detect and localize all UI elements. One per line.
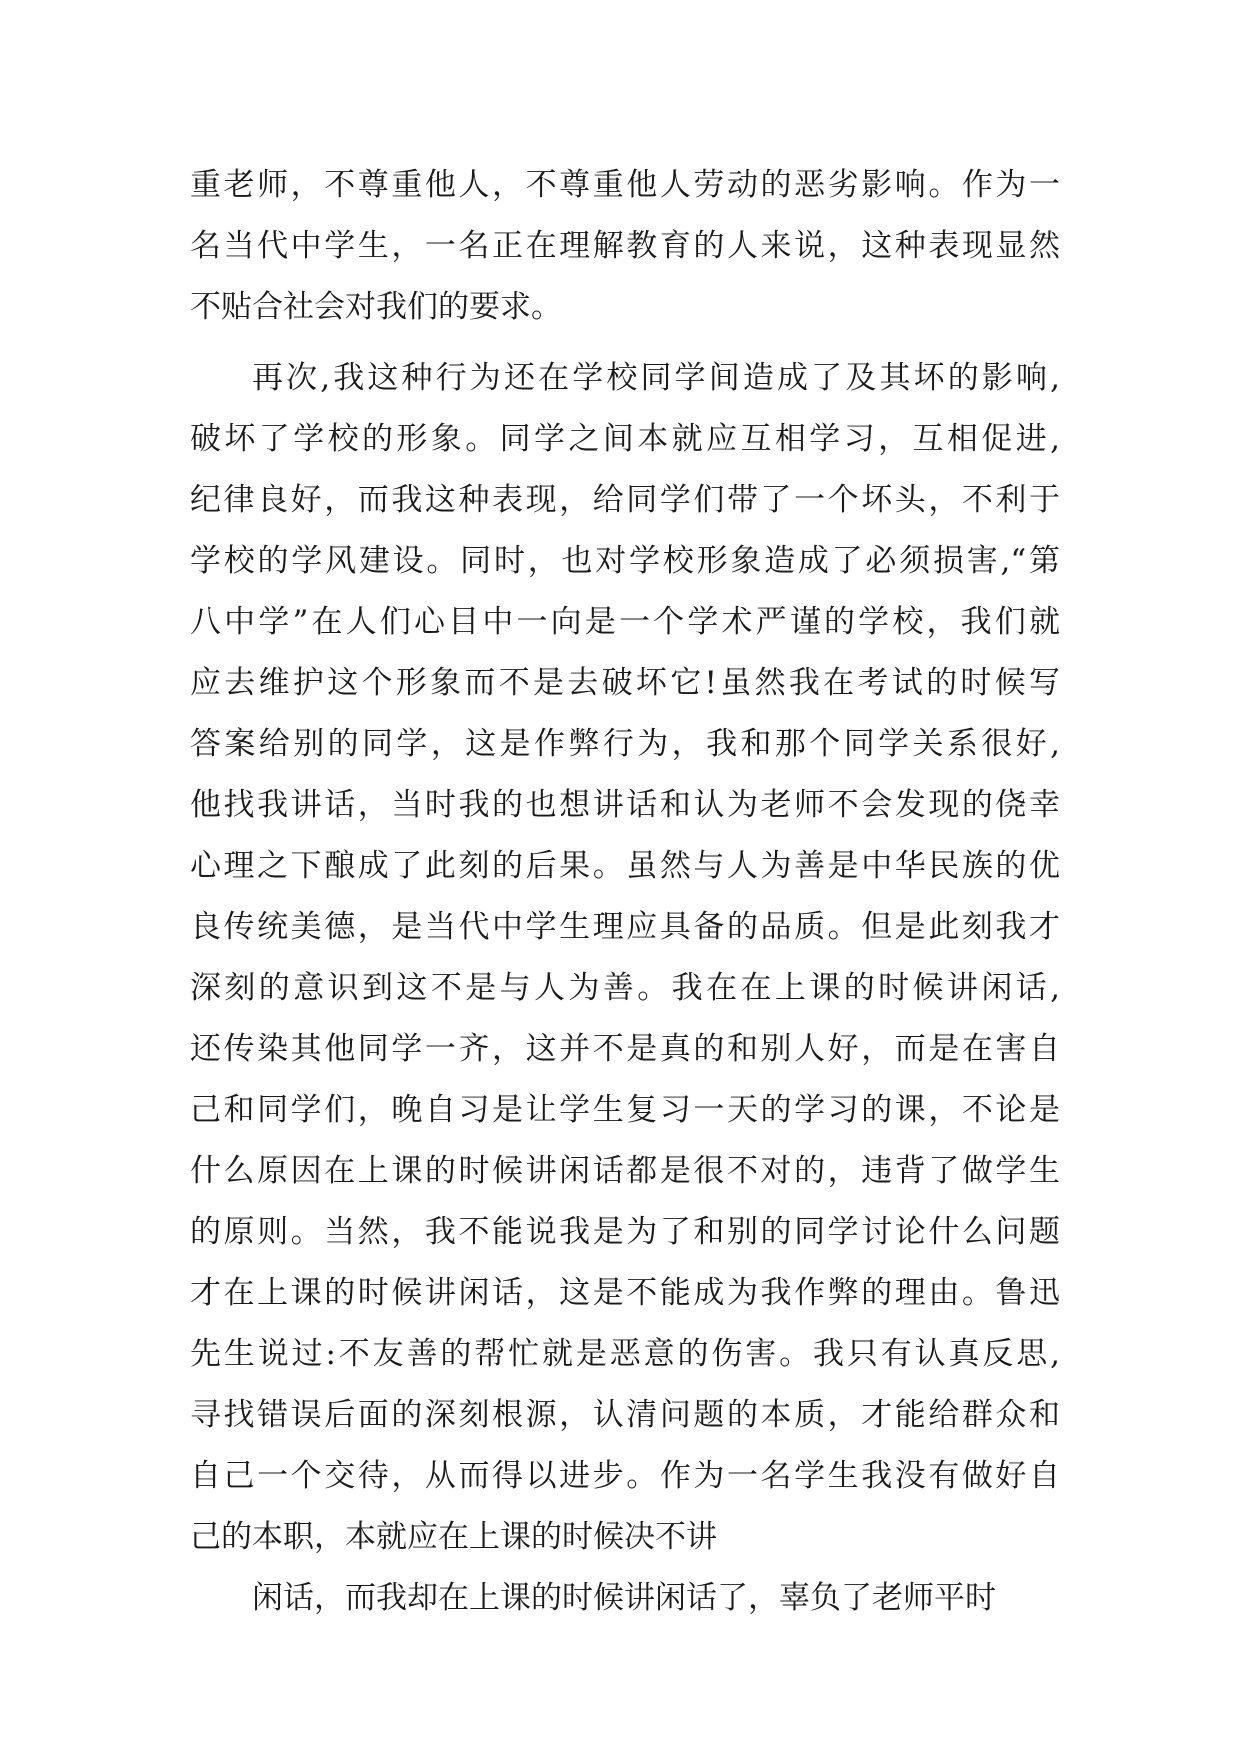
text-line: 寻找错误后面的深刻根源，认清问题的本质，才能给群众和	[190, 1397, 1060, 1433]
text-line: 重老师，不尊重他人，不尊重他人劳动的恶劣影响。作为一	[190, 167, 1060, 203]
text-line: 名当代中学生，一名正在理解教育的人来说，这种表现显然	[190, 228, 1060, 264]
text-line: 自己一个交待，从而得以进步。作为一名学生我没有做好自	[190, 1458, 1060, 1494]
text-line: 八中学”在人们心目中一向是一个学术严谨的学校，我们就	[190, 604, 1060, 640]
text-line: 深刻的意识到这不是与人为善。我在在上课的时候讲闲话,	[190, 970, 1060, 1006]
text-line: 纪律良好，而我这种表现，给同学们带了一个坏头，不利于	[190, 482, 1060, 518]
text-line: 不贴合社会对我们的要求。	[190, 289, 562, 325]
text-line: 己的本职，本就应在上课的时候决不讲	[190, 1519, 717, 1555]
text-line: 才在上课的时候讲闲话，这是不能成为我作弊的理由。鲁迅	[190, 1275, 1060, 1311]
text-line: 什么原因在上课的时候讲闲话都是很不对的，违背了做学生	[190, 1153, 1060, 1189]
text-line: 还传染其他同学一齐，这并不是真的和别人好，而是在害自	[190, 1031, 1060, 1067]
text-line: 再次,我这种行为还在学校同学间造成了及其坏的影响,	[252, 360, 1060, 396]
text-line: 心理之下酿成了此刻的后果。虽然与人为善是中华民族的优	[190, 848, 1060, 884]
text-line: 闲话，而我却在上课的时候讲闲话了，辜负了老师平时	[252, 1580, 996, 1616]
text-line: 答案给别的同学，这是作弊行为，我和那个同学关系很好,	[190, 726, 1060, 762]
text-line: 他找我讲话，当时我的也想讲话和认为老师不会发现的侥幸	[190, 787, 1060, 823]
text-line: 破坏了学校的形象。同学之间本就应互相学习，互相促进,	[190, 421, 1060, 457]
text-line: 的原则。当然，我不能说我是为了和别的同学讨论什么问题	[190, 1214, 1060, 1250]
text-line: 应去维护这个形象而不是去破坏它!虽然我在考试的时候写	[190, 665, 1060, 701]
text-line: 学校的学风建设。同时，也对学校形象造成了必须损害,“第	[190, 543, 1060, 579]
text-line: 良传统美德，是当代中学生理应具备的品质。但是此刻我才	[190, 909, 1060, 945]
text-line: 己和同学们，晚自习是让学生复习一天的学习的课，不论是	[190, 1092, 1060, 1128]
body-text	[190, 155, 1060, 1629]
text-line: 先生说过:不友善的帮忙就是恶意的伤害。我只有认真反思,	[190, 1336, 1060, 1372]
